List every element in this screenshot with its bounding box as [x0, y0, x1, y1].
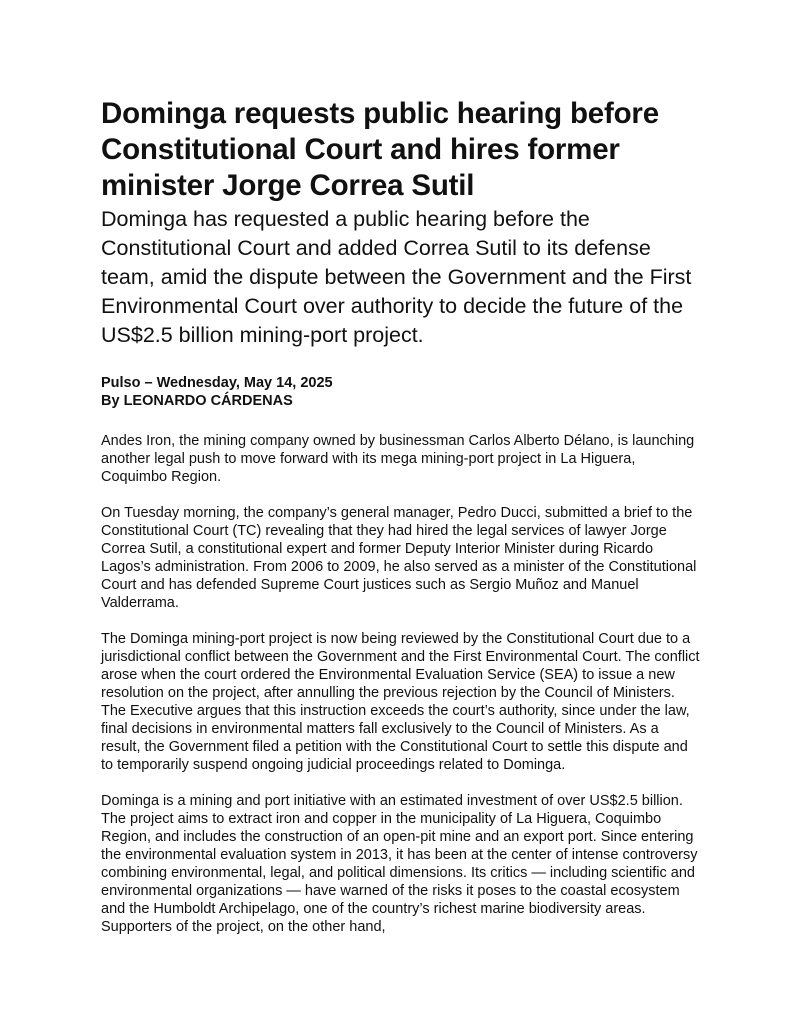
article-meta: [101, 374, 701, 410]
article-byline: By LEONARDO CÁRDENAS: [101, 393, 293, 409]
article: [101, 96, 701, 954]
article-paragraph: Andes Iron, the mining company owned by businessman Carlos Alberto Délano, is launching another legal push to move forward with its mega mining-port project in La Higuera, Coquimbo Region.: [101, 433, 695, 485]
article-paragraph: Dominga is a mining and port initiative with an estimated investment of over US$2.5 billion. The project aims to extract iron and copper in the municipality of La Higuera, Coquimbo Region, and includes the construction of an open-pit mine and an export port. Since entering the environmental evaluation system in 2013, it has been at the center of intense controversy combining environmental, legal, and political dimensions. Its critics — including scientific and environmental organizations — have warned of the risks it poses to the coastal ecosystem and the Humboldt Archipelago, one of the country’s richest marine biodiversity areas. Supporters of the project, on the other hand,: [101, 793, 698, 935]
article-paragraph: On Tuesday morning, the company’s general manager, Pedro Ducci, submitted a brief to the Constitutional Court (TC) revealing that they had hired the legal services of lawyer Jorge Correa Sutil, a constitutional expert and former Deputy Interior Minister during Ricardo Lagos’s administration. From 2006 to 2009, he also served as a minister of the Constitutional Court and has defended Supreme Court justices such as Sergio Muñoz and Manuel Valderrama.: [101, 505, 697, 611]
article-body: [101, 432, 701, 936]
article-subheadline: Dominga has requested a public hearing before the Constitutional Court and added Correa Sutil to its defense team, amid the dispute between the Government and the First Environmental Court over authority to decide the future of the US$2.5 billion mining-port project.: [101, 207, 692, 347]
article-dateline: Pulso – Wednesday, May 14, 2025: [101, 375, 333, 391]
article-headline: Dominga requests public hearing before Constitutional Court and hires former minister Jorge Correa Sutil: [101, 97, 659, 202]
article-paragraph: The Dominga mining-port project is now being reviewed by the Constitutional Court due to a jurisdictional conflict between the Government and the First Environmental Court. The conflict arose when the court ordered the Environmental Evaluation Service (SEA) to issue a new resolution on the project, after annulling the previous rejection by the Council of Ministers. The Executive argues that this instruction exceeds the court’s authority, since under the law, final decisions in environmental matters fall exclusively to the Council of Ministers. As a result, the Government filed a petition with the Constitutional Court to settle this dispute and to temporarily suspend ongoing judicial proceedings related to Dominga.: [101, 631, 700, 773]
